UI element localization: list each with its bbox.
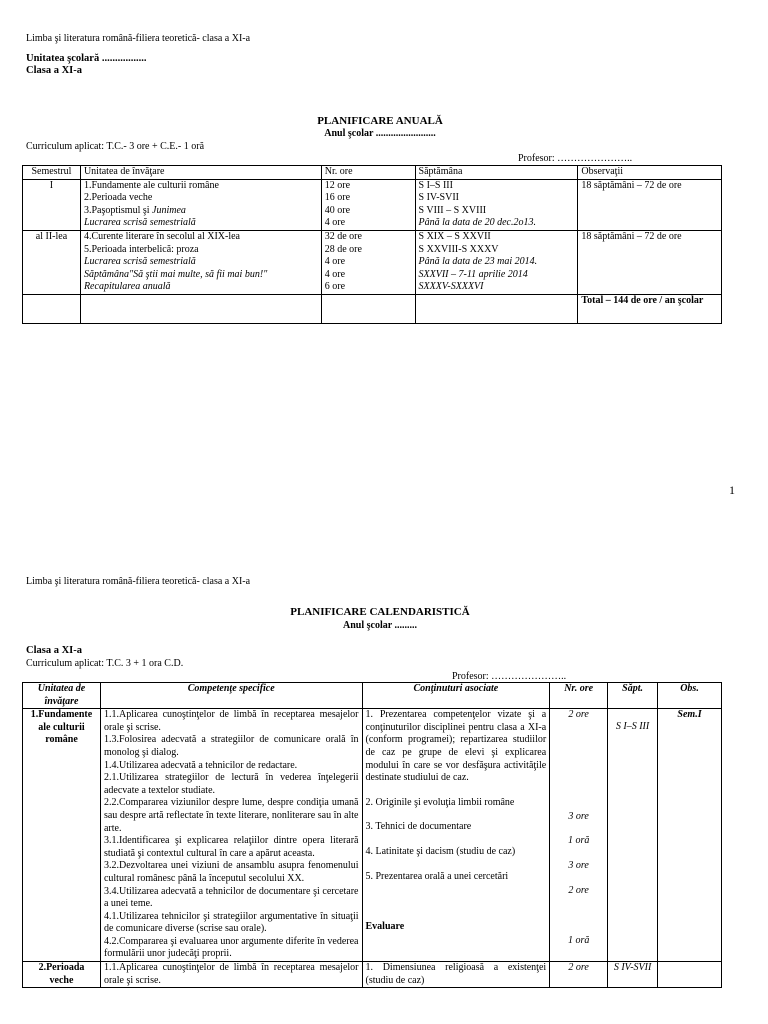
hours-item: 2 ore [568, 884, 589, 896]
hours-cell [550, 709, 608, 962]
school-year: Anul şcolar ........................ [324, 128, 436, 139]
unit-cell: 1.Fundamente ale culturii române [23, 709, 101, 962]
week-item: Până la data de 23 mai 2014. [418, 256, 538, 268]
observation-cell: 18 săptămâni – 72 de ore [578, 179, 722, 230]
column-header: Observaţii [578, 166, 722, 180]
class-label: Clasa a XI-a [26, 645, 83, 656]
hours-cell: 2 ore [550, 962, 608, 988]
competence-item: 1.1.Aplicarea cunoştinţelor de limbă în receptarea mesajelor orale şi scrise. [103, 709, 359, 733]
empty-cell [23, 294, 81, 323]
unit-item [84, 205, 318, 218]
hours-item: 3 ore [568, 859, 589, 871]
hours-item: 32 de ore [324, 230, 362, 242]
annual-plan-table [22, 165, 722, 324]
column-header: Unitatea de învăţare [80, 166, 321, 180]
curriculum: Curriculum aplicat: T.C. 3 + 1 ora C.D. [26, 658, 184, 669]
column-header: Competenţe specifice [100, 683, 362, 709]
table-row [23, 179, 722, 230]
hours-item: 16 ore [324, 192, 351, 204]
week-item: S XIX – S XXVII [418, 230, 491, 242]
week-item: S I–S III [418, 179, 453, 191]
obs-cell [658, 962, 722, 988]
content-item: 2. Originile şi evoluţia limbii române [365, 796, 515, 808]
observation-cell: 18 săptămâni – 72 de ore [578, 230, 722, 294]
table-header-row [23, 166, 722, 180]
hours-item: 3 ore [568, 810, 589, 822]
unit-item: 4.Curente literare în secolul al XIX-lea [83, 230, 240, 242]
hours-item: 4 ore [324, 217, 346, 229]
hours-item: 40 ore [324, 204, 351, 216]
unit-item: 1.Fundamente ale culturii române [83, 179, 219, 191]
column-header: Săptămâna [415, 166, 578, 180]
column-header: Semestrul [23, 166, 81, 180]
content-item: 1. Prezentarea competenţelor vizate şi a conţinuturilor disciplinei pentru clasa a XI-a (conform programei); repartizarea studiilor de caz pe grupe de elevi şi explicarea modului în care se vor desfăşura activităţile destinate studiului de caz. [365, 709, 547, 784]
week-item: S VIII – S XVIII [418, 204, 487, 216]
competence-item: 3.4.Utilizarea adecvată a tehnicilor de documentare şi cercetare a unei teme. [103, 885, 359, 910]
unit-item: Săptămâna"Să ştii mai multe, să fii mai bun!" [83, 268, 268, 280]
column-header: Săpt. [608, 683, 658, 709]
unit-text: 3.Paşoptismul şi [83, 204, 153, 216]
hours-item: 4 ore [324, 268, 346, 280]
column-header: Conţinuturi asociate [362, 683, 550, 709]
total-cell: Total – 144 de ore / an şcolar [578, 294, 722, 323]
week-item: S XXVIII-S XXXV [418, 243, 499, 255]
competence-item: 4.1.Utilizarea tehnicilor şi strategiilor argumentative în situaţii de comunicare diverse (scrise sau orale). [103, 910, 359, 935]
competences-cell: 1.1.Aplicarea cunoştinţelor de limbă în receptarea mesajelor orale şi scrise. [100, 962, 362, 988]
week-item: S I–S III [615, 721, 650, 733]
semester-cell: al II-lea [23, 230, 81, 294]
calendar-plan-table [22, 682, 722, 988]
hours-cell [321, 230, 415, 294]
week-cell: S IV-SVII [608, 962, 658, 988]
table-row [23, 709, 722, 962]
week-item: Până la data de 20 dec.2o13. [418, 217, 536, 229]
running-header: Limba şi literatura română-filiera teoretică- clasa a XI-a [26, 576, 251, 587]
competence-item: 1.4.Utilizarea adecvată a tehnicilor de redactare. [103, 759, 298, 771]
unit-item: Lucrarea scrisă semestrială [83, 217, 196, 229]
competences-cell [100, 709, 362, 962]
unit-text-italic: Junimea [152, 204, 186, 216]
column-header: Nr. ore [321, 166, 415, 180]
hours-item: 1 oră [567, 835, 590, 847]
total-row [23, 294, 722, 323]
competence-item: 2.1.Utilizarea strategiilor de lectură în vederea înţelegerii adecvate a textelor studiate. [103, 772, 359, 796]
page-number: 1 [729, 483, 735, 497]
page-title: PLANIFICARE ANUALĂ [317, 115, 443, 127]
competence-item: 3.2.Dezvoltarea unei viziuni de ansamblu asupra fenomenului cultural românesc până la începutul secolului XX. [103, 860, 359, 884]
column-header: Nr. ore [550, 683, 608, 709]
week-cell [608, 709, 658, 962]
unit-item: Recapitularea anuală [83, 281, 171, 293]
units-cell [80, 179, 321, 230]
hours-item: 12 ore [324, 179, 351, 191]
unit-item: 2.Perioada veche [83, 192, 153, 204]
table-header-row [23, 683, 722, 709]
weeks-cell [415, 179, 578, 230]
curriculum: Curriculum aplicat: T.C.- 3 ore + C.E.- 1 oră [26, 141, 205, 152]
hours-item: 6 ore [324, 281, 346, 293]
class-label: Clasa a XI-a [26, 65, 83, 76]
contents-cell [362, 709, 550, 962]
hours-item: 1 oră [567, 935, 590, 947]
column-header: Obs. [658, 683, 722, 709]
empty-cell [415, 294, 578, 323]
unit-item: 5.Perioada interbelică: proza [83, 243, 199, 255]
school-year: Anul şcolar ......... [343, 620, 417, 631]
column-header: Unitatea de învăţare [23, 683, 101, 709]
content-item: 5. Prezentarea orală a unei cercetări [365, 870, 509, 882]
units-cell [80, 230, 321, 294]
running-header: Limba şi literatura română-filiera teoretică- clasa a XI-a [26, 33, 251, 44]
competence-item: 4.2.Compararea şi evaluarea unor argumente diferite în vederea formulării unor judecăţi proprii. [103, 935, 359, 960]
hours-item: 2 ore [568, 709, 589, 721]
content-item: Evaluare [365, 921, 405, 933]
table-row [23, 230, 722, 294]
competence-item: 2.2.Compararea viziunilor despre lume, despre condiţia umană sau despre artă reflectate în texte literare, nonliterare sau în alte arte. [103, 797, 359, 834]
hours-cell [321, 179, 415, 230]
content-item: 4. Latinitate şi dacism (studiu de caz) [365, 845, 516, 857]
teacher: Profesor: ………………….. [452, 671, 567, 682]
empty-cell [321, 294, 415, 323]
page-title: PLANIFICARE CALENDARISTICĂ [290, 606, 470, 618]
contents-cell: 1. Dimensiunea religioasă a existenţei (studiu de caz) [362, 962, 550, 988]
unit-item: Lucrarea scrisă semestrială [83, 256, 196, 268]
weeks-cell [415, 230, 578, 294]
week-item: S IV-SVII [418, 192, 459, 204]
week-item: SXXVII – 7-11 aprilie 2014 [418, 268, 528, 280]
competence-item: 3.1.Identificarea şi explicarea relaţiilor dintre opera literară studiată şi contextul cultural în care a apărut aceasta. [103, 835, 359, 859]
obs-cell: Sem.I [658, 709, 722, 962]
hours-item: 28 de ore [324, 243, 362, 255]
teacher: Profesor: ………………….. [518, 153, 633, 164]
content-item: 3. Tehnici de documentare [365, 821, 472, 833]
empty-cell [80, 294, 321, 323]
hours-item: 4 ore [324, 256, 346, 268]
week-item: SXXXV-SXXXVI [418, 281, 484, 293]
table-row [23, 962, 722, 988]
semester-cell: I [23, 179, 81, 230]
unit-cell: 2.Perioada veche [23, 962, 101, 988]
competence-item: 1.3.Folosirea adecvată a strategiilor de comunicare orală în monolog şi dialog. [103, 734, 359, 758]
school-unit: Unitatea şcolară ................. [26, 53, 147, 64]
